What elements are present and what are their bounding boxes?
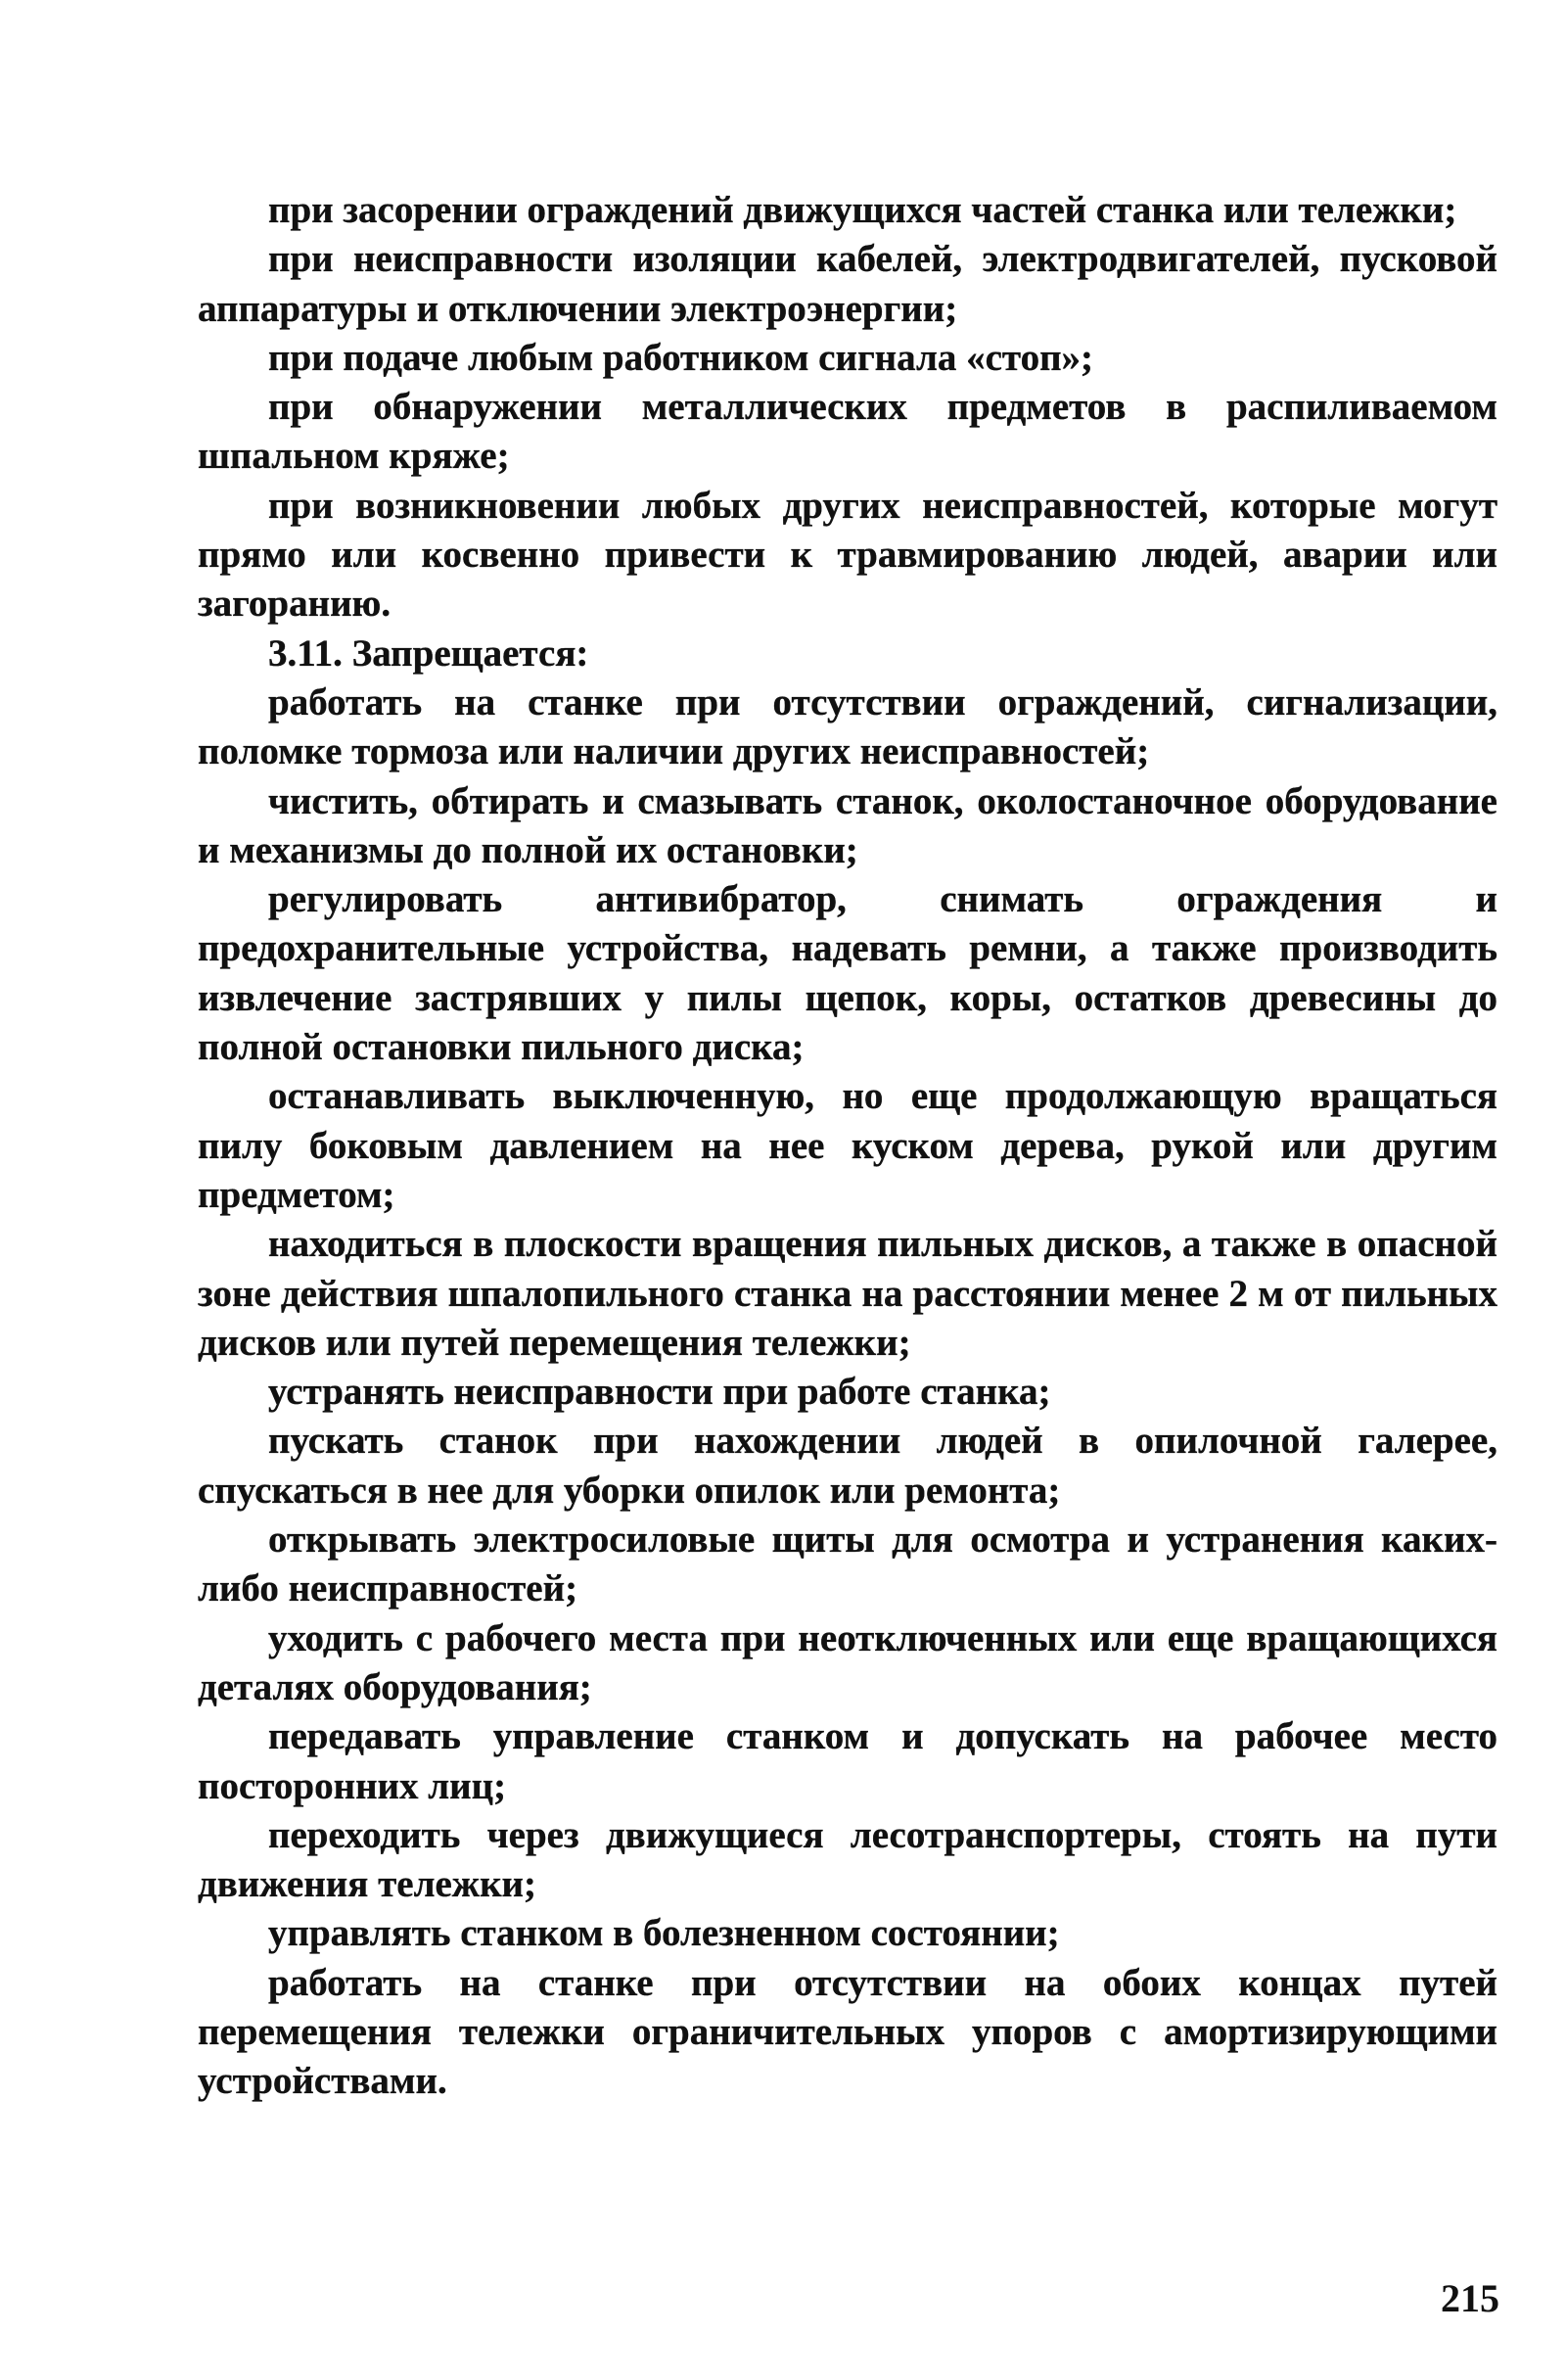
paragraph-limit-stops: работать на станке при отсутствии на обоих концах путей перемещения тележки ограничительных упоров с амортизирующими устройствами. bbox=[198, 1961, 1497, 2103]
section-heading bbox=[198, 630, 1497, 678]
paragraph-repair-running: устранять неисправности при работе станка; bbox=[268, 1371, 1051, 1414]
page-number: 215 bbox=[1441, 2276, 1499, 2320]
section-number: 3.11. bbox=[268, 631, 343, 675]
paragraph-other-faults: при возникновении любых других неисправностей, которые могут прямо или косвенно привести к травмированию людей, аварии или загоранию. bbox=[198, 484, 1497, 626]
paragraph-metal-objects: при обнаружении металлических предметов в распиливаемом шпальном кряже; bbox=[198, 386, 1497, 478]
paragraph-adjusting: регулировать антивибратор, снимать ограждения и предохранительные устройства, надевать ремни, а также производить извлечение застрявших у пилы щепок, коры, остатков древесины до полной остановки пильного диска; bbox=[198, 878, 1497, 1069]
paragraph-stop-signal: при подаче любым работником сигнала «стоп»; bbox=[268, 336, 1094, 379]
paragraph-stopping-saw: останавливать выключенную, но еще продолжающую вращаться пилу боковым давлением на нее куском дерева, рукой или другим предметом; bbox=[198, 1075, 1497, 1216]
page-body bbox=[198, 186, 1497, 2107]
paragraph-insulation-fault: при неисправности изоляции кабелей, электродвигателей, пусковой аппаратуры и отключении электроэнергии; bbox=[198, 238, 1497, 330]
paragraph-blocked-guards: при засорении ограждений движущихся частей станка или тележки; bbox=[268, 189, 1457, 231]
paragraph-outsiders: передавать управление станком и допускать на рабочее место посторонних лиц; bbox=[198, 1715, 1497, 1807]
paragraph-power-panels: открывать электросиловые щиты для осмотра и устранения каких-либо неисправностей; bbox=[198, 1518, 1497, 1610]
paragraph-illness: управлять станком в болезненном состоянии; bbox=[268, 1912, 1060, 1955]
paragraph-conveyors: переходить через движущиеся лесотранспортеры, стоять на пути движения тележки; bbox=[198, 1813, 1497, 1906]
section-title: Запрещается: bbox=[342, 631, 589, 675]
paragraph-no-guards: работать на станке при отсутствии ограждений, сигнализации, поломке тормоза или наличии других неисправностей; bbox=[198, 680, 1497, 773]
paragraph-sawdust-gallery: пускать станок при нахождении людей в опилочной галерее, спускаться в нее для уборки опилок или ремонта; bbox=[198, 1420, 1497, 1512]
paragraph-cleaning: чистить, обтирать и смазывать станок, околостаночное оборудование и механизмы до полной их остановки; bbox=[198, 779, 1497, 871]
paragraph-leaving-workplace: уходить с рабочего места при неотключенных или еще вращающихся деталях оборудования; bbox=[198, 1616, 1497, 1708]
paragraph-danger-zone: находиться в плоскости вращения пильных дисков, а также в опасной зоне действия шпалопильного станка на расстоянии менее 2 м от пильных дисков или путей перемещения тележки; bbox=[198, 1223, 1497, 1364]
